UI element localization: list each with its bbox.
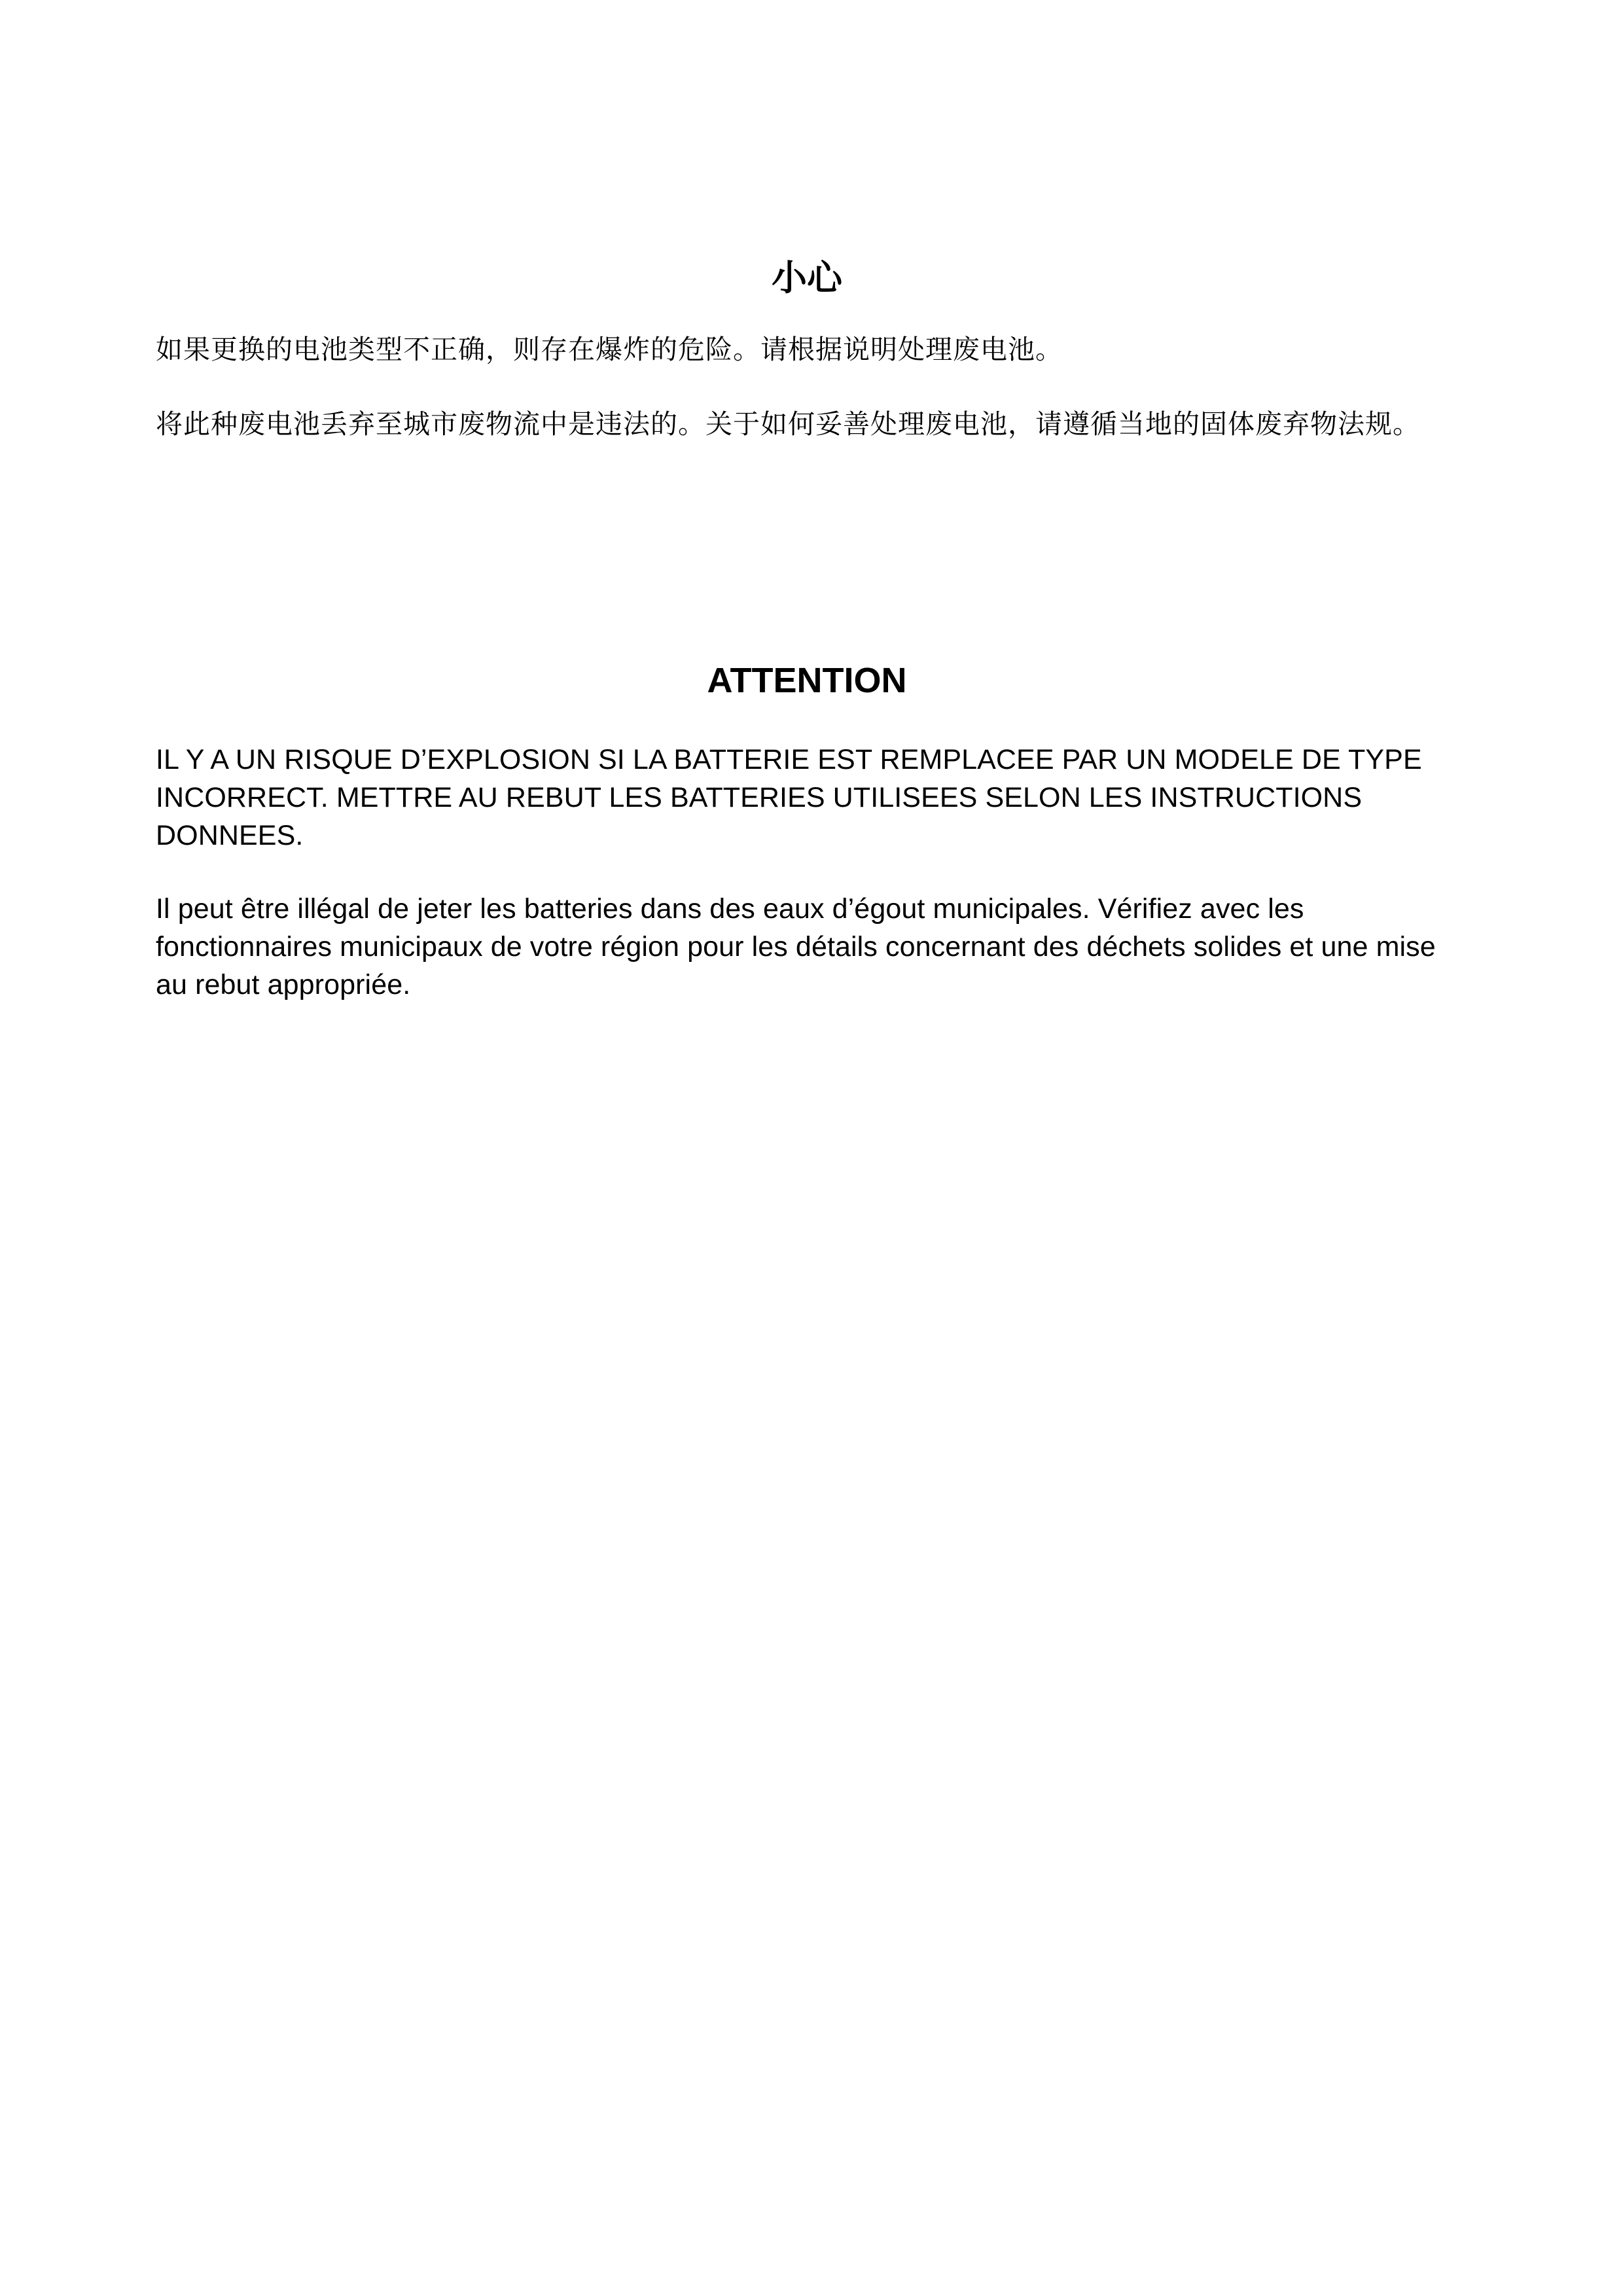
caution-paragraph-battery-disposal-fr: Il peut être illégal de jeter les batteries dans des eaux d’égout municipales. Vérifiez avec les fonctionnaires municipaux de votre région pour les détails concernant des déchets solides et une mise au rebut appropriée. xyxy=(156,893,1436,1000)
caution-title-french: ATTENTION xyxy=(707,661,907,700)
caution-paragraph-battery-disposal-zh: 将此种废电池丢弃至城市废物流中是违法的。关于如何妥善处理废电池，请遵循当地的固体废弃物法规。 xyxy=(156,409,1420,439)
caution-paragraph-battery-replacement-fr: IL Y A UN RISQUE D’EXPLOSION SI LA BATTERIE EST REMPLACEE PAR UN MODELE DE TYPE INCORRECT. METTRE AU REBUT LES BATTERIES UTILISEES SELON LES INSTRUCTIONS DONNEES. xyxy=(156,744,1422,851)
caution-section-french xyxy=(156,654,1458,1004)
caution-paragraph-battery-replacement-zh: 如果更换的电池类型不正确，则存在爆炸的危险。请根据说明处理废电池。 xyxy=(156,334,1063,364)
caution-section-chinese xyxy=(156,252,1458,444)
caution-title-chinese: 小心 xyxy=(772,258,842,298)
